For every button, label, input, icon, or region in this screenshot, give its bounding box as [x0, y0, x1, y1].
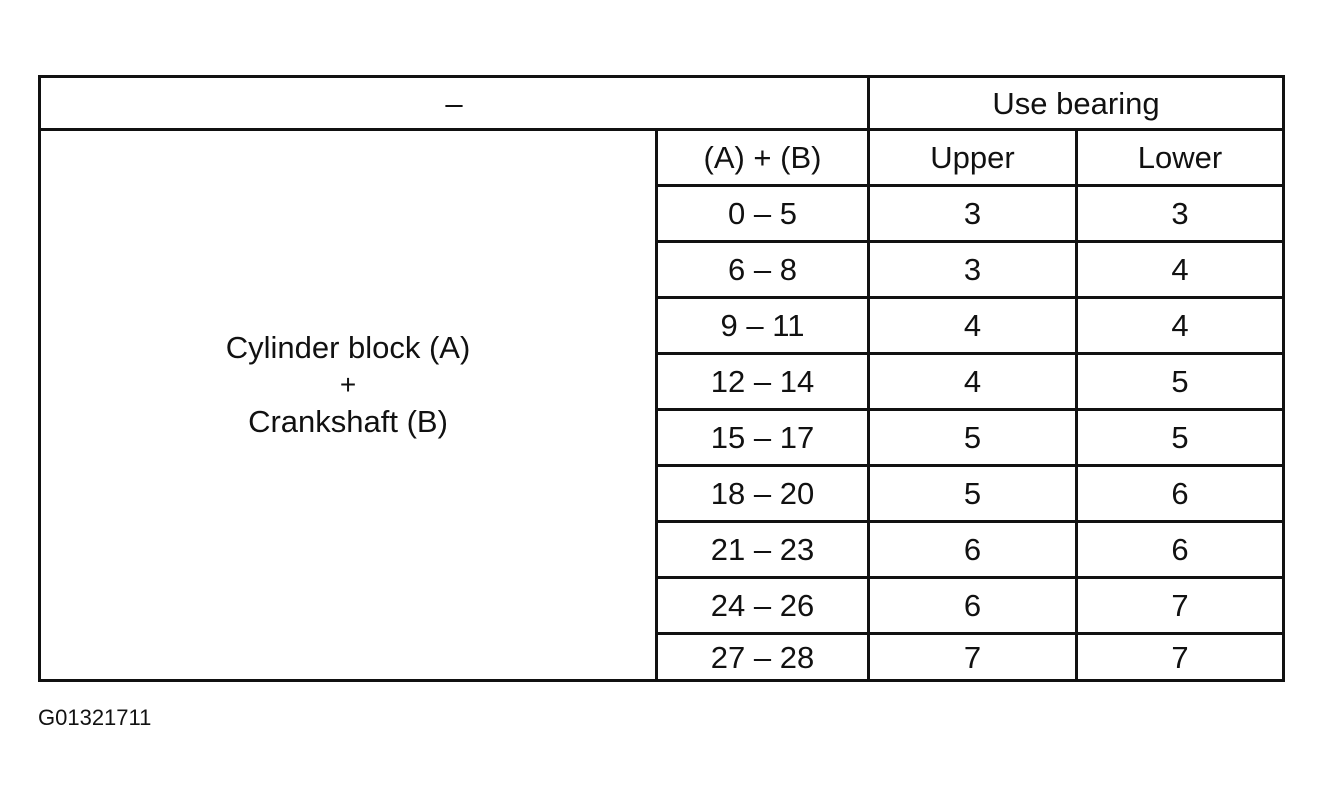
lower-bearing-cell: 6 [1077, 466, 1284, 522]
sum-range-cell: 15 – 17 [657, 410, 869, 466]
lower-bearing-cell: 7 [1077, 634, 1284, 681]
table-header-row [40, 77, 1284, 130]
sum-range-cell: 6 – 8 [657, 242, 869, 298]
sum-range-cell: 0 – 5 [657, 186, 869, 242]
crankshaft-label: Crankshaft (B) [248, 404, 448, 439]
upper-bearing-cell: 6 [869, 578, 1077, 634]
lower-bearing-cell: 3 [1077, 186, 1284, 242]
upper-bearing-cell: 4 [869, 354, 1077, 410]
lower-bearing-cell: 7 [1077, 578, 1284, 634]
upper-bearing-cell: 6 [869, 522, 1077, 578]
cylinder-block-label: Cylinder block (A) [225, 329, 471, 365]
upper-column-header: Upper [869, 130, 1077, 186]
upper-bearing-cell: 7 [869, 634, 1077, 681]
upper-bearing-cell: 3 [869, 242, 1077, 298]
cylinder-block-crankshaft-label [40, 130, 657, 681]
upper-bearing-cell: 5 [869, 410, 1077, 466]
sum-range-cell: 27 – 28 [657, 634, 869, 681]
sum-range-cell: 24 – 26 [657, 578, 869, 634]
sum-range-cell: 21 – 23 [657, 522, 869, 578]
upper-bearing-cell: 5 [869, 466, 1077, 522]
lower-bearing-cell: 5 [1077, 354, 1284, 410]
top-left-header-cell: – [40, 77, 869, 130]
bearing-selection-table [38, 75, 1285, 682]
upper-bearing-cell: 4 [869, 298, 1077, 354]
lower-bearing-cell: 4 [1077, 242, 1284, 298]
sum-range-cell: 9 – 11 [657, 298, 869, 354]
plus-sign-label: + [339, 369, 357, 400]
sum-range-cell: 18 – 20 [657, 466, 869, 522]
column-header-row [40, 130, 1284, 186]
lower-bearing-cell: 4 [1077, 298, 1284, 354]
lower-column-header: Lower [1077, 130, 1284, 186]
lower-bearing-cell: 6 [1077, 522, 1284, 578]
use-bearing-header: Use bearing [869, 77, 1284, 130]
lower-bearing-cell: 5 [1077, 410, 1284, 466]
figure-id-label: G01321711 [38, 705, 152, 730]
sum-range-cell: 12 – 14 [657, 354, 869, 410]
sum-column-header: (A) + (B) [657, 130, 869, 186]
upper-bearing-cell: 3 [869, 186, 1077, 242]
